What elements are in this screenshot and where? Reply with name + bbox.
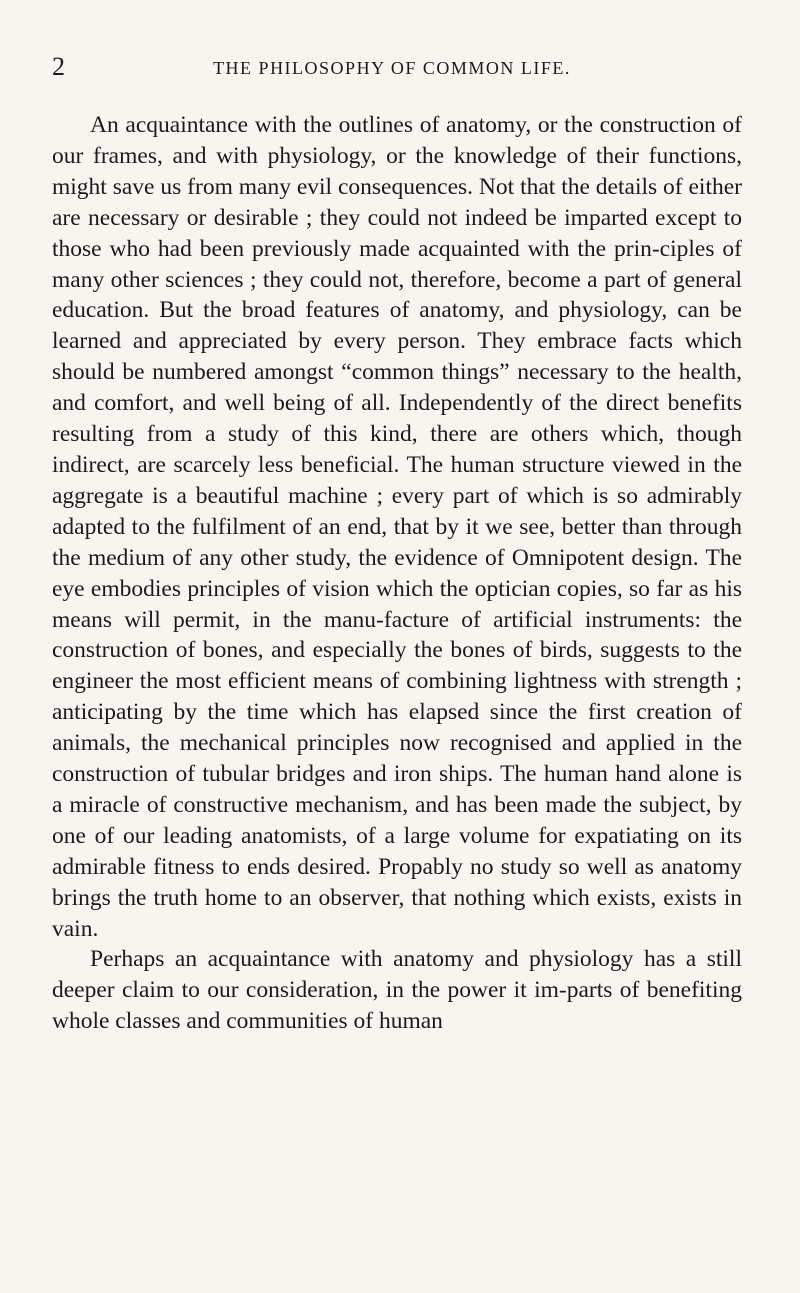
body-text (52, 110, 742, 1037)
page-header (52, 52, 692, 82)
paragraph: An acquaintance with the outlines of anatomy, or the construction of our frames, and with physiology, or the knowledge of their functions, might save us from many evil consequences. Not that the details of either are necessary or desirable ; they could not indeed be imparted except to those who had been previously made acquainted with the prin-ciples of many other sciences ; they could not, therefore, become a part of general education. But the broad features of anatomy, and physiology, can be learned and appreciated by every person. They embrace facts which should be numbered amongst “common things” necessary to the health, and comfort, and well being of all. Independently of the direct benefits resulting from a study of this kind, there are others which, though indirect, are scarcely less beneficial. The human structure viewed in the aggregate is a beautiful machine ; every part of which is so admirably adapted to the fulfilment of an end, that by it we see, better than through the medium of any other study, the evidence of Omnipotent design. The eye embodies principles of vision which the optician copies, so far as his means will permit, in the manu-facture of artificial instruments: the construction of bones, and especially the bones of birds, suggests to the engineer the most efficient means of combining lightness with strength ; anticipating by the time which has elapsed since the first creation of animals, the mechanical principles now recognised and applied in the construction of tubular bridges and iron ships. The human hand alone is a miracle of constructive mechanism, and has been made the subject, by one of our leading anatomists, of a large volume for expatiating on its admirable fitness to ends desired. Propably no study so well as anatomy brings the truth home to an observer, that nothing which exists, exists in vain. (52, 112, 742, 942)
paragraph: Perhaps an acquaintance with anatomy and physiology has a still deeper claim to our consideration, in the power it im-parts of benefiting whole classes and communities of human (52, 946, 742, 1035)
running-title: THE PHILOSOPHY OF COMMON LIFE. (213, 58, 571, 78)
page-number: 2 (52, 52, 65, 81)
